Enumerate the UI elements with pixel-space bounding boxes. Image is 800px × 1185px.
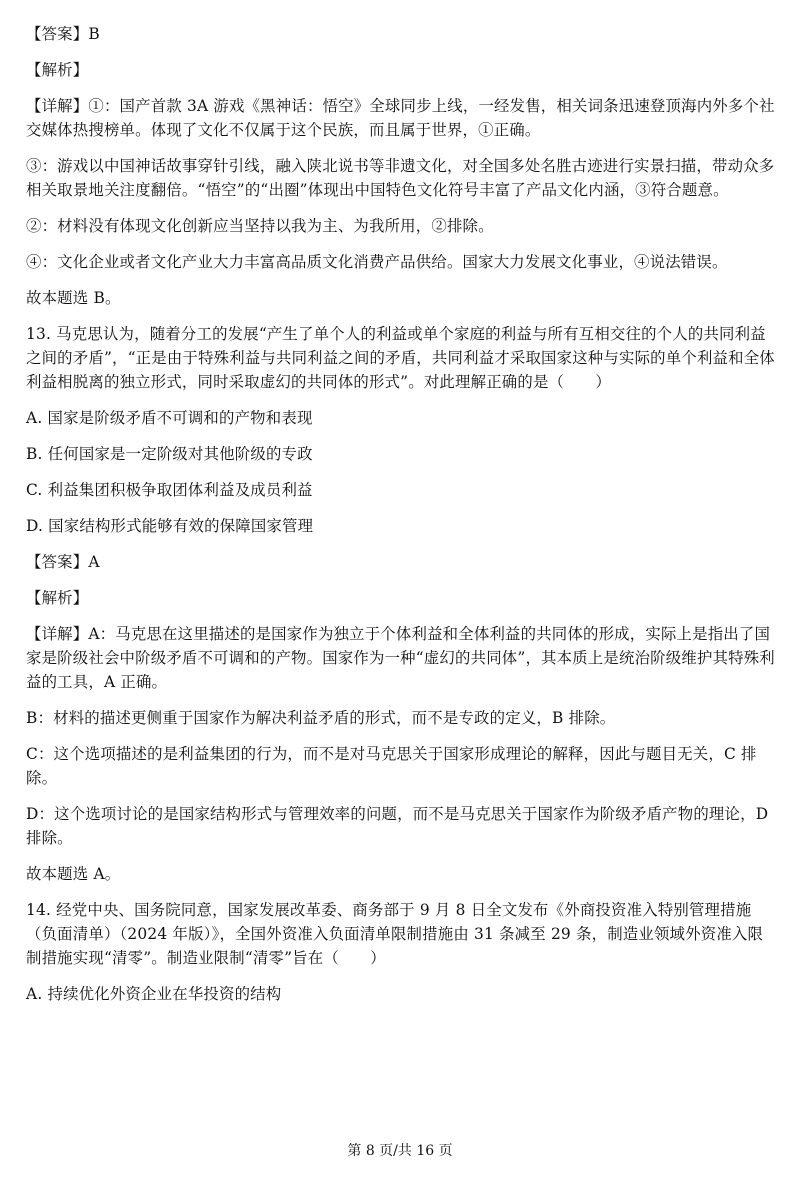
detail-paragraph: D：这个选项讨论的是国家结构形式与管理效率的问题，而不是马克思关于国家作为阶级矛盾产物的理论，D 排除。 xyxy=(26,805,769,847)
analysis-label: 【解析】 xyxy=(26,61,89,79)
option-c: C. 利益集团积极争取团体利益及成员利益 xyxy=(26,481,313,499)
detail-paragraph: B：材料的描述更侧重于国家作为解决利益矛盾的形式，而不是专政的定义，B 排除。 xyxy=(26,709,616,727)
document-page xyxy=(26,22,778,1018)
option-a: A. 持续优化外资企业在华投资的结构 xyxy=(26,985,282,1003)
analysis-label: 【解析】 xyxy=(26,589,89,607)
detail-paragraph: ④：文化企业或者文化产业大力丰富高品质文化消费产品供给。国家大力发展文化事业，④说法错误。 xyxy=(26,253,728,271)
option-b: B. 任何国家是一定阶级对其他阶级的专政 xyxy=(26,445,313,463)
answer-label: 【答案】B xyxy=(26,25,100,43)
question-13: 13. 马克思认为，随着分工的发展“产生了单个人的利益或单个家庭的利益与所有互相交往的个人的共同利益之间的矛盾”，“正是由于特殊利益与共同利益之间的矛盾，共同利益才采取国家这种与实际的单个利益和全体利益相脱离的独立形式，同时采取虚幻的共同体的形式”。对此理解正确的是（ ） xyxy=(26,325,775,391)
detail-paragraph: ③：游戏以中国神话故事穿针引线，融入陕北说书等非遗文化，对全国多处名胜古迹进行实景扫描，带动众多相关取景地关注度翻倍。“悟空”的“出圈”体现出中国特色文化符号丰富了产品文化内涵，③符合题意。 xyxy=(26,157,775,199)
conclusion: 故本题选 A。 xyxy=(26,865,121,883)
question-14: 14. 经党中央、国务院同意，国家发展改革委、商务部于 9 月 8 日全文发布《外商投资准入特别管理措施（负面清单）（2024 年版）》，全国外资准入负面清单限制措施由 31 条减至 29 条，制造业领域外资准入限制措施实现“清零”。制造业限制“清零”旨在（ ） xyxy=(26,901,764,967)
detail-paragraph: C：这个选项描述的是利益集团的行为，而不是对马克思关于国家形成理论的解释，因此与题目无关，C 排除。 xyxy=(26,745,757,787)
option-d: D. 国家结构形式能够有效的保障国家管理 xyxy=(26,517,314,535)
option-a: A. 国家是阶级矛盾不可调和的产物和表现 xyxy=(26,409,313,427)
conclusion: 故本题选 B。 xyxy=(26,289,121,307)
detail-paragraph: ②：材料没有体现文化创新应当坚持以我为主、为我所用，②排除。 xyxy=(26,217,494,235)
answer-label: 【答案】A xyxy=(26,553,100,571)
detail-paragraph: 【详解】A：马克思在这里描述的是国家作为独立于个体利益和全体利益的共同体的形成，实际上是指出了国家是阶级社会中阶级矛盾不可调和的产物。国家作为一种“虚幻的共同体”，其本质上是统治阶级维护其特殊利益的工具，A 正确。 xyxy=(26,625,775,691)
page-footer: 第 8 页/共 16 页 xyxy=(347,1143,453,1159)
detail-paragraph: 【详解】①：国产首款 3A 游戏《黑神话：悟空》全球同步上线，一经发售，相关词条迅速登顶海内外多个社交媒体热搜榜单。体现了文化不仅属于这个民族，而且属于世界，①正确。 xyxy=(26,97,775,139)
